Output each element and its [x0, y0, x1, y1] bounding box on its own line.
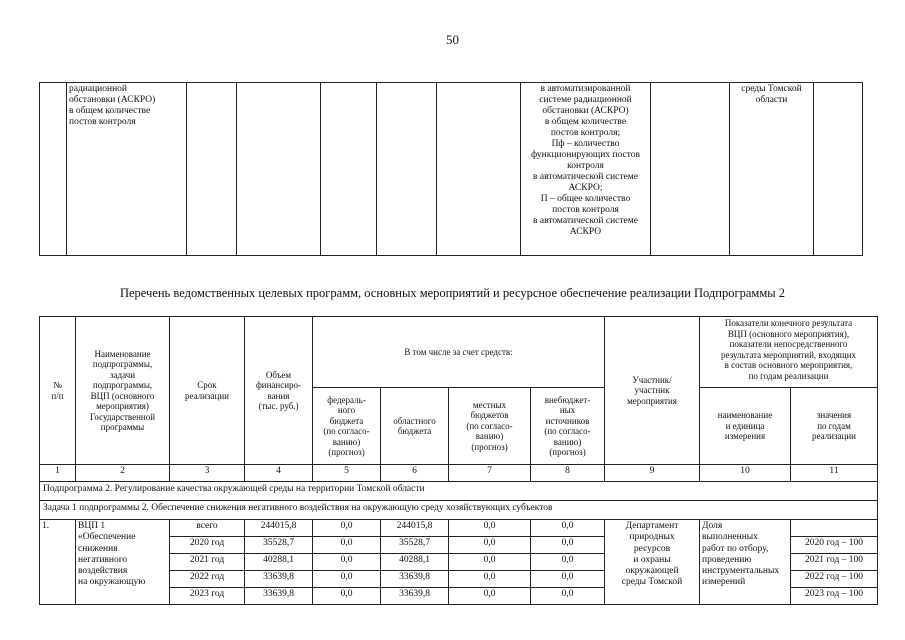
text-line: среды Томской [621, 577, 683, 588]
text-line: программы [100, 422, 145, 432]
column-number: 2 [76, 465, 170, 482]
text-line: Участник/ [632, 374, 672, 385]
row-extra: 0,0 [531, 537, 605, 554]
row-term: 2023 год [170, 588, 245, 605]
column-number: 7 [449, 465, 531, 482]
row-volume: 35528,7 [245, 537, 313, 554]
row-local: 0,0 [449, 571, 531, 588]
text-line: вания [267, 390, 290, 401]
text-line: контроля [567, 161, 604, 171]
text-line: обстановки (АСКРО) [542, 106, 629, 116]
text-line: мероприятия) [96, 401, 149, 411]
text-line: (прогноз) [549, 447, 586, 457]
header-indicators-group [700, 317, 878, 388]
text-line: выполненных [702, 532, 758, 543]
top-cell-9 [651, 83, 730, 256]
text-line: ВЦП 1 [78, 521, 106, 531]
text-line: воздействия [78, 566, 128, 577]
top-cell-formula [521, 83, 651, 256]
column-number: 4 [245, 465, 313, 482]
item-number: 1. [40, 520, 76, 605]
text-line: «Обеспечение [78, 532, 136, 543]
table-row [40, 520, 878, 537]
text-line: системе радиационной [539, 95, 632, 105]
column-number: 11 [791, 465, 878, 482]
top-cell-3 [187, 83, 237, 256]
row-extra: 0,0 [531, 520, 605, 537]
text-line: ВЦП (основного [90, 390, 155, 401]
text-line: ВЦП (основного мероприятия), [727, 328, 850, 339]
row-regional: 33639,8 [381, 588, 449, 605]
text-line: (прогноз) [328, 447, 365, 457]
text-line: природных [629, 532, 675, 543]
row-indicator-value: 2022 год – 100 [791, 571, 878, 588]
text-line: негативного [78, 554, 128, 565]
text-line: в общем количестве [69, 106, 151, 116]
text-line: постов контроля [69, 117, 136, 127]
text-line: окружающей [625, 566, 679, 577]
header-regional [381, 388, 449, 465]
text-line: постов контроля [552, 205, 619, 215]
text-line: (по согласо- [466, 420, 513, 431]
text-line: (по согласо- [323, 426, 370, 436]
header-num [40, 317, 76, 465]
column-number: 10 [700, 465, 791, 482]
text-line: реализации [185, 390, 229, 401]
text-line: Срок [197, 380, 217, 390]
text-line: источников [545, 415, 590, 426]
top-cell-4 [237, 83, 321, 256]
text-line: бюджета [397, 426, 432, 436]
header-volume [245, 317, 313, 465]
text-line: областного [393, 415, 436, 426]
row-indicator-value: 2023 год – 100 [791, 588, 878, 605]
task-row: Задача 1 подпрограммы 2. Обеспечение снижения негативного воздействия на окружающую среду хозяйствующих субъектов [40, 501, 878, 520]
row-indicator-value: 2020 год – 100 [791, 537, 878, 554]
text-line: области [755, 95, 788, 105]
column-number: 6 [381, 465, 449, 482]
row-federal: 0,0 [313, 537, 381, 554]
row-federal: 0,0 [313, 520, 381, 537]
item-indicator [700, 520, 791, 605]
column-number: 5 [313, 465, 381, 482]
text-line: ванию) [553, 436, 582, 447]
text-line: в состав основного мероприятия, [724, 360, 853, 370]
text-line: среды Томской [741, 84, 802, 94]
header-name [76, 317, 170, 465]
column-number-row [40, 465, 878, 482]
text-line: радиационной [69, 84, 128, 94]
text-line: мероприятия [627, 395, 677, 406]
row-federal: 0,0 [313, 571, 381, 588]
column-number: 3 [170, 465, 245, 482]
row-local: 0,0 [449, 520, 531, 537]
text-line: ресурсов [633, 543, 671, 554]
text-line: Объем [265, 369, 292, 380]
text-line: постов контроля; [550, 128, 621, 138]
text-line: бюджета [329, 415, 364, 426]
header-term [170, 317, 245, 465]
header-local [449, 388, 531, 465]
top-cell-5 [321, 83, 377, 256]
text-line: (по согласо- [544, 426, 591, 436]
text-line: п/п [51, 390, 64, 401]
header-federal [313, 388, 381, 465]
text-line: финансиро- [255, 380, 302, 390]
text-line: Наименование [94, 348, 151, 359]
text-line: подпрограммы, [92, 380, 153, 390]
top-cell-1 [40, 83, 67, 256]
row-extra: 0,0 [531, 554, 605, 571]
row-term: всего [170, 520, 245, 537]
text-line: ного [337, 405, 356, 415]
text-line: в автоматической системе [533, 216, 638, 226]
row-volume: 33639,8 [245, 588, 313, 605]
text-line: измерений [702, 577, 746, 588]
subprogram-table [39, 316, 878, 605]
text-line: П – общее количество [540, 194, 631, 204]
text-line: по годам реализации [748, 370, 829, 381]
text-line: результата мероприятий, входящих [720, 349, 857, 360]
section-title: Перечень ведомственных целевых программ, основных мероприятий и ресурсное обеспечение реализации Подпрограммы 2 [119, 286, 786, 300]
page-number: 50 [446, 32, 459, 47]
text-line: внебюджет- [544, 394, 591, 405]
text-line: в автоматической системе [533, 172, 638, 182]
text-line: реализации [812, 431, 856, 442]
top-cell-source [730, 83, 814, 256]
text-line: (тыс. руб.) [258, 401, 299, 411]
item-name [76, 520, 170, 605]
header-ind-name [700, 388, 791, 465]
top-cell-7 [437, 83, 521, 256]
text-line: ванию) [332, 436, 361, 447]
row-extra: 0,0 [531, 588, 605, 605]
column-number: 8 [531, 465, 605, 482]
text-line: бюджетов [470, 410, 509, 421]
text-line: ных [559, 405, 576, 415]
text-line: функционирующих постов [531, 150, 640, 160]
text-line: в автоматизированной [540, 84, 631, 94]
text-line: (прогноз) [471, 441, 508, 452]
top-cell-6 [377, 83, 437, 256]
row-indicator-value: 2021 год – 100 [791, 554, 878, 571]
header-extra [531, 388, 605, 465]
column-number: 9 [605, 465, 700, 482]
row-volume: 40288,1 [245, 554, 313, 571]
text-line: АСКРО; [568, 183, 603, 193]
text-line: ванию) [475, 431, 504, 442]
row-term: 2022 год [170, 571, 245, 588]
column-number: 1 [40, 465, 76, 482]
row-federal: 0,0 [313, 554, 381, 571]
row-regional: 35528,7 [381, 537, 449, 554]
text-line: и охраны [633, 554, 671, 565]
header-ind-values [791, 388, 878, 465]
subprogram-row: Подпрограмма 2. Регулирование качества окружающей среды на территории Томской области [40, 482, 878, 501]
text-line: по годам [817, 420, 851, 431]
text-line: Департамент [625, 521, 679, 531]
row-regional: 40288,1 [381, 554, 449, 571]
row-federal: 0,0 [313, 588, 381, 605]
row-term: 2021 год [170, 554, 245, 571]
text-line: работ по отбору, [702, 543, 769, 554]
text-line: АСКРО [569, 227, 602, 237]
header-participant [605, 317, 700, 465]
text-line: Доля [702, 521, 723, 531]
item-participant [605, 520, 700, 605]
text-line: местных [472, 399, 507, 410]
text-line: обстановки (АСКРО) [69, 95, 156, 105]
row-local: 0,0 [449, 537, 531, 554]
text-line: в общем количестве [544, 117, 627, 127]
continuation-table [39, 82, 863, 256]
top-cell-indicator-name [67, 83, 187, 256]
text-line: на окружающую [78, 577, 146, 588]
row-regional: 244015,8 [381, 520, 449, 537]
text-line: снижения [78, 543, 118, 554]
row-volume: 33639,8 [245, 571, 313, 588]
text-line: подпрограммы, [92, 359, 153, 369]
row-indicator-value [791, 520, 878, 537]
text-line: задачи [109, 369, 136, 380]
text-line: Пф – количество [551, 139, 620, 149]
text-line: федераль- [327, 394, 366, 405]
text-line: № [53, 380, 62, 390]
text-line: измерения [724, 431, 766, 442]
row-term: 2020 год [170, 537, 245, 554]
text-line: проведению [702, 554, 752, 565]
row-extra: 0,0 [531, 571, 605, 588]
row-regional: 33639,8 [381, 571, 449, 588]
text-line: участник [634, 385, 670, 396]
text-line: наименование [717, 410, 773, 421]
top-cell-11 [814, 83, 863, 256]
row-volume: 244015,8 [245, 520, 313, 537]
item-body [40, 520, 878, 605]
row-local: 0,0 [449, 588, 531, 605]
text-line: показатели непосредственного [729, 339, 848, 349]
row-local: 0,0 [449, 554, 531, 571]
text-line: Показатели конечного результата [724, 318, 853, 328]
text-line: и единица [725, 420, 765, 431]
header-sources-group: В том числе за счет средств: [313, 317, 605, 388]
text-line: значения [816, 410, 852, 421]
text-line: Государственной [89, 411, 156, 422]
text-line: инструментальных [702, 566, 780, 577]
